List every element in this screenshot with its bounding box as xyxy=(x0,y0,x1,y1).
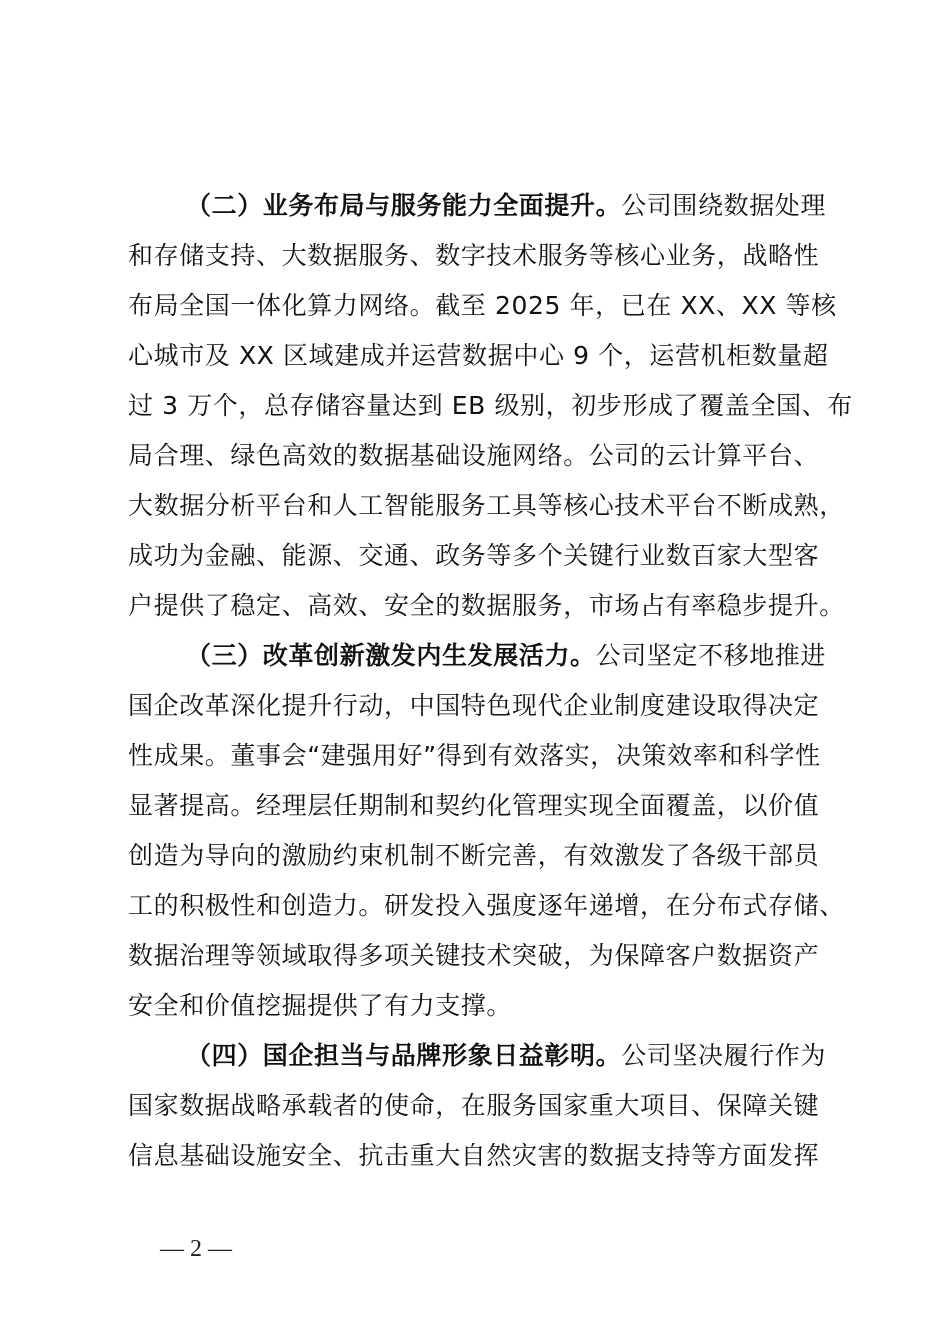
line-text: 和存储支持、大数据服务、数字技术服务等核心业务，战略性 xyxy=(128,241,820,270)
paragraph-4-line-3 xyxy=(128,1131,848,1181)
paragraph-3-line-1 xyxy=(186,631,848,681)
paragraph-2-line-2 xyxy=(128,231,848,281)
paragraph-3-line-7 xyxy=(128,931,848,981)
line-text: 创造为导向的激励约束机制不断完善，有效激发了各级干部员 xyxy=(128,841,820,870)
paragraph-4-line-2 xyxy=(128,1081,848,1131)
section-heading-4: （四）国企担当与品牌形象日益彰明。 xyxy=(186,1041,622,1070)
line-text: 户提供了稳定、高效、安全的数据服务，市场占有率稳步提升。 xyxy=(128,591,845,620)
line-text: 局合理、绿色高效的数据基础设施网络。公司的云计算平台、 xyxy=(128,441,820,470)
line-text: 国企改革深化提升行动，中国特色现代企业制度建设取得决定 xyxy=(128,691,820,720)
paragraph-2-line-8 xyxy=(128,531,848,581)
paragraph-2-line-9 xyxy=(128,581,848,631)
line-text: 大数据分析平台和人工智能服务工具等核心技术平台不断成熟， xyxy=(128,491,845,520)
paragraph-3-line-4 xyxy=(128,781,848,831)
paragraph-3-line-8 xyxy=(128,981,848,1031)
line-text: 公司坚决履行作为 xyxy=(621,1041,827,1070)
paragraph-2-line-1 xyxy=(186,181,848,231)
paragraph-3-line-3 xyxy=(128,731,848,781)
paragraph-2-line-3 xyxy=(128,281,848,331)
paragraph-2-line-6 xyxy=(128,431,848,481)
paragraph-3-line-2 xyxy=(128,681,848,731)
section-heading-3: （三）改革创新激发内生发展活力。 xyxy=(186,641,596,670)
line-text: 显著提高。经理层任期制和契约化管理实现全面覆盖，以价值 xyxy=(128,791,820,820)
line-text: 成功为金融、能源、交通、政务等多个关键行业数百家大型客 xyxy=(128,541,820,570)
line-text: 信息基础设施安全、抗击重大自然灾害的数据支持等方面发挥 xyxy=(128,1141,820,1170)
paragraph-2-line-4 xyxy=(128,331,848,381)
paragraph-3-line-6 xyxy=(128,881,848,931)
line-text: 安全和价值挖掘提供了有力支撑。 xyxy=(128,991,513,1020)
line-text: 心城市及 XX 区域建成并运营数据中心 9 个，运营机柜数量超 xyxy=(128,341,829,370)
line-text: 工的积极性和创造力。研发投入强度逐年递增，在分布式存储、 xyxy=(128,891,845,920)
line-text: 公司坚定不移地推进 xyxy=(595,641,827,670)
line-text: 布局全国一体化算力网络。截至 2025 年，已在 XX、XX 等核 xyxy=(128,291,837,320)
page-number: — 2 — xyxy=(160,1236,232,1262)
paragraph-4-line-1 xyxy=(186,1031,848,1081)
paragraph-2-line-7 xyxy=(128,481,848,531)
paragraph-3-line-5 xyxy=(128,831,848,881)
line-text: 数据治理等领域取得多项关键技术突破，为保障客户数据资产 xyxy=(128,941,820,970)
line-text: 公司围绕数据处理 xyxy=(621,191,827,220)
line-text: 过 3 万个，总存储容量达到 EB 级别，初步形成了覆盖全国、布 xyxy=(128,391,853,420)
section-heading-2: （二）业务布局与服务能力全面提升。 xyxy=(186,191,622,220)
line-text: 国家数据战略承载者的使命，在服务国家重大项目、保障关键 xyxy=(128,1091,820,1120)
line-text: 性成果。董事会“建强用好”得到有效落实，决策效率和科学性 xyxy=(128,741,821,770)
paragraph-2-line-5 xyxy=(128,381,853,431)
